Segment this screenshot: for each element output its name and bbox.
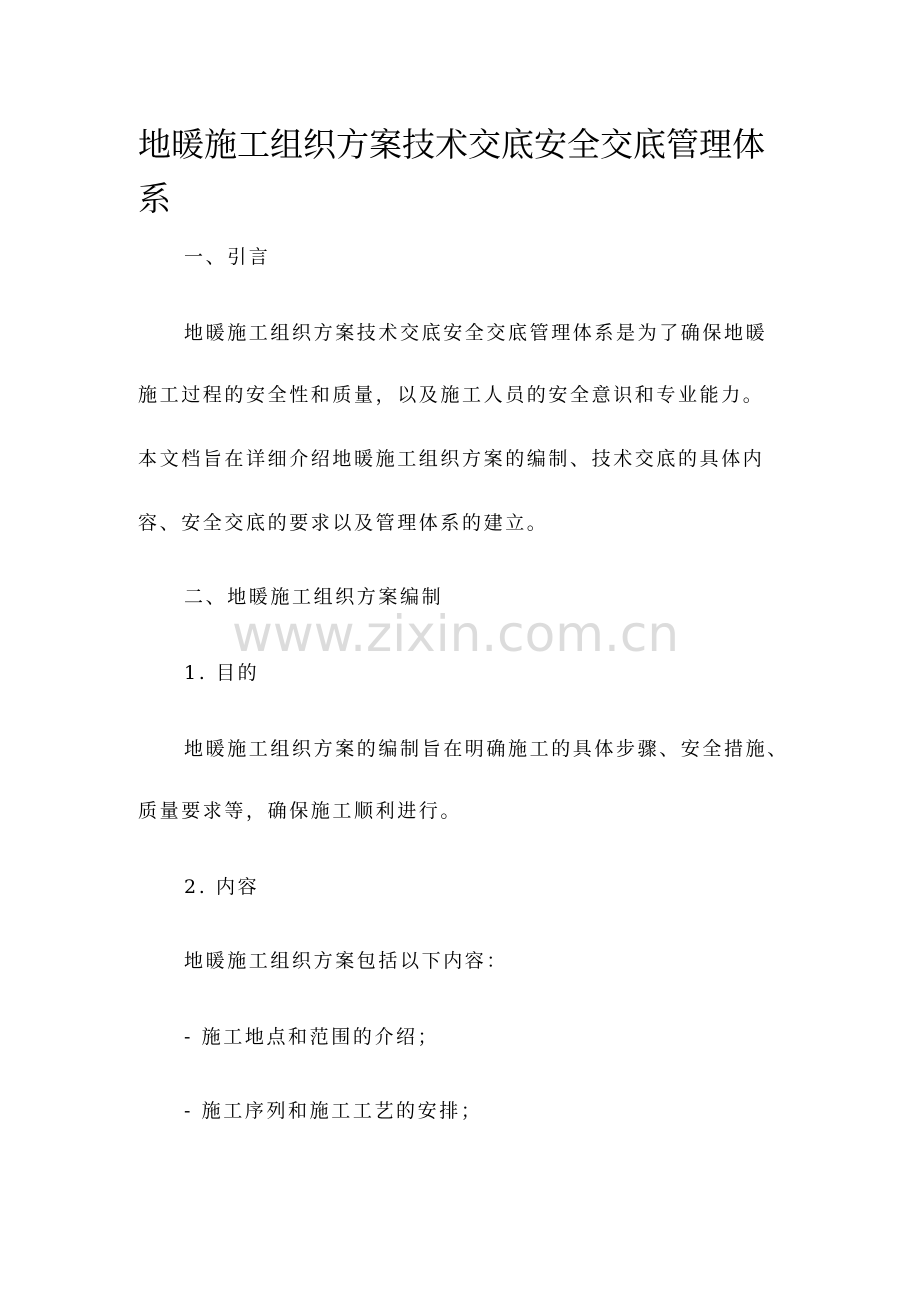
purpose-paragraph-line: 质量要求等，确保施工顺利进行。: [138, 800, 463, 822]
content-intro: 地暖施工组织方案包括以下内容：: [184, 950, 509, 972]
intro-paragraph-line: 本文档旨在详细介绍地暖施工组织方案的编制、技术交底的具体内: [138, 448, 765, 470]
content-list-item: - 施工序列和施工工艺的安排；: [184, 1100, 483, 1122]
section-heading-plan-preparation: 二、地暖施工组织方案编制: [184, 586, 444, 608]
subheading-content: 2. 内容: [184, 876, 260, 898]
subheading-purpose: 1. 目的: [184, 662, 260, 684]
purpose-paragraph-line: 地暖施工组织方案的编制旨在明确施工的具体步骤、安全措施、: [184, 738, 789, 760]
intro-paragraph-line: 施工过程的安全性和质量，以及施工人员的安全意识和专业能力。: [138, 384, 765, 406]
content-list-item: - 施工地点和范围的介绍；: [184, 1026, 440, 1048]
document-title: 地暖施工组织方案技术交底安全交底管理体系: [138, 125, 765, 218]
intro-paragraph-line: 容、安全交底的要求以及管理体系的建立。: [138, 512, 549, 534]
intro-paragraph-line: 地暖施工组织方案技术交底安全交底管理体系是为了确保地暖: [184, 322, 768, 344]
section-heading-introduction: 一、引言: [184, 246, 271, 268]
watermark: www.zixin.com.cn: [232, 605, 680, 663]
